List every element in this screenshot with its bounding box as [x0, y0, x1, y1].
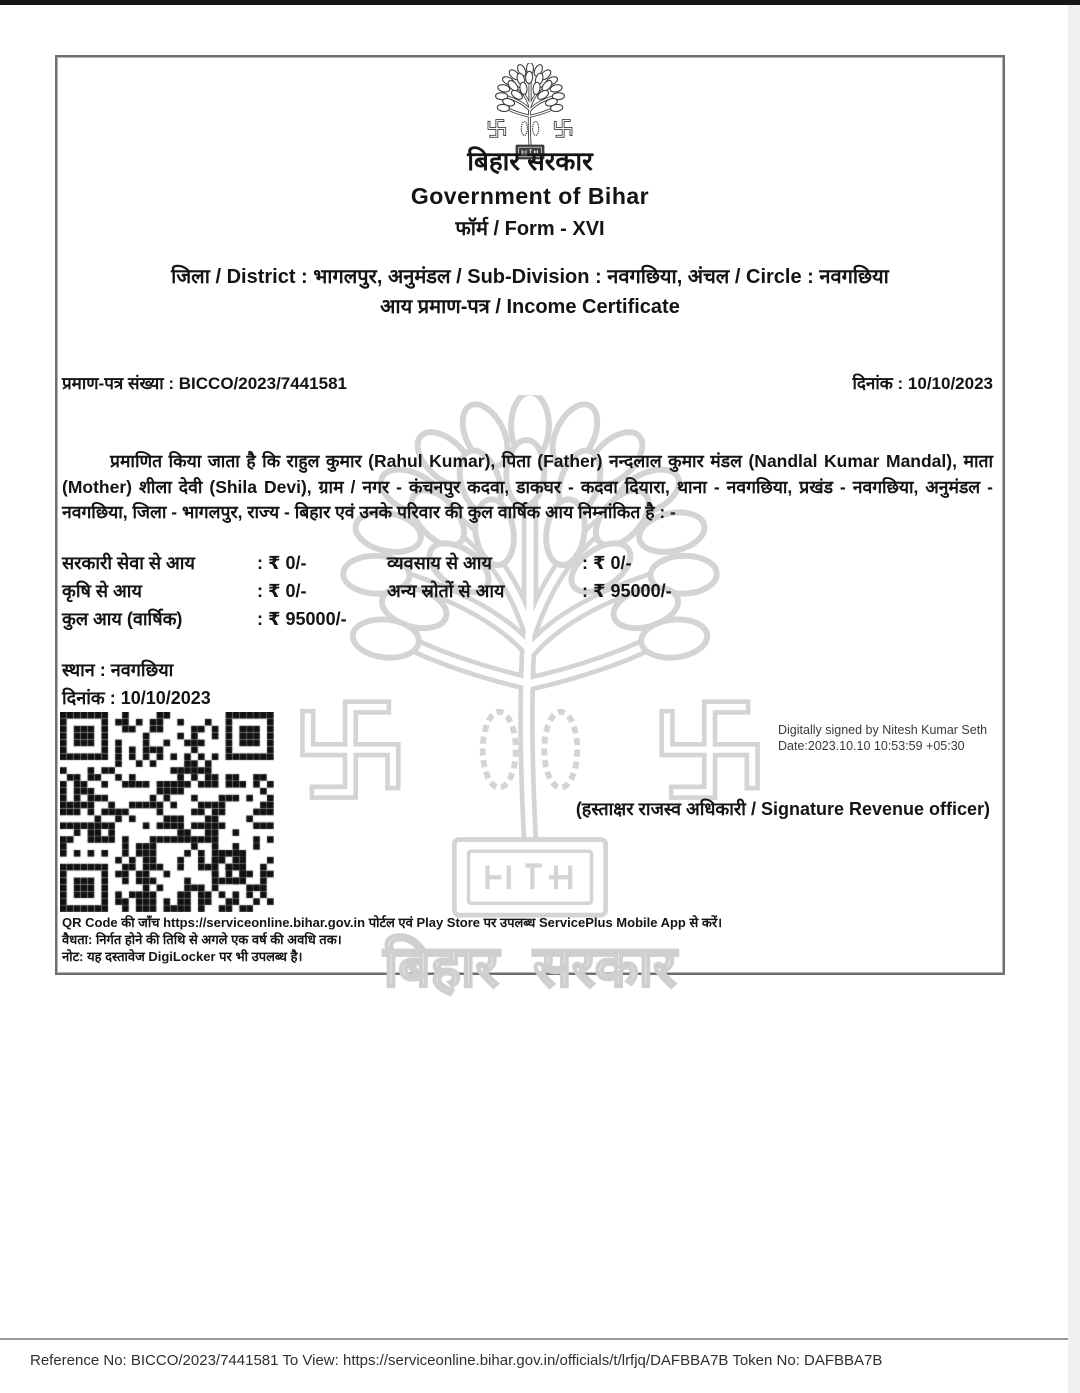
footer-divider [0, 1338, 1068, 1340]
income-value: : ₹ 0/- [257, 553, 307, 573]
income-row [62, 605, 993, 633]
state-name-hindi: बिहार सरकार [467, 146, 593, 176]
income-label: अन्य स्रोतों से आय [387, 581, 505, 601]
watermark-text: बिहार सरकार [383, 936, 677, 999]
form-number-line: फॉर्म / Form - XVI [455, 218, 605, 240]
income-label [387, 605, 582, 633]
income-value: : ₹ 95000/- [582, 581, 672, 601]
income-row [62, 549, 993, 577]
page-edge-strip [1068, 0, 1080, 1393]
income-label: व्यवसाय से आय [387, 553, 492, 573]
digital-signature-date: Date:2023.10.10 10:53:59 +05:30 [778, 739, 965, 753]
income-value [582, 605, 993, 633]
certificate-notes [62, 914, 993, 965]
footer-reference-line: Reference No: BICCO/2023/7441581 To View: https://serviceonline.bihar.gov.in/officials/t/lrfjq/DAFBBA7B Token No: DAFBBA7B [30, 1352, 883, 1369]
income-certificate-sheet [55, 55, 1005, 999]
district-subdivision-circle-line: जिला / District : भागलपुर, अनुमंडल / Sub-Division : नवगछिया, अंचल / Circle : नवगछिया [171, 266, 889, 288]
income-label: कृषि से आय [62, 581, 142, 601]
digital-signature-line: Digitally signed by Nitesh Kumar Seth [778, 723, 988, 737]
income-value: : ₹ 0/- [582, 553, 632, 573]
place-line: स्थान : नवगछिया [62, 660, 174, 680]
state-name-english: Government of Bihar [410, 183, 650, 209]
revenue-officer-signature-label: (हस्ताक्षर राजस्व अधिकारी / Signature Revenue officer) [575, 799, 990, 819]
note-qr-verification: QR Code की जाँच https://serviceonline.bihar.gov.in पोर्टल एवं Play Store पर उपलब्ध ServicePlus Mobile App से करें। [62, 915, 723, 930]
qr-code [60, 712, 274, 912]
income-table [62, 549, 993, 633]
note-digilocker: नोट: यह दस्तावेज DigiLocker पर भी उपलब्ध है। [62, 949, 303, 964]
digital-signature-block [778, 722, 987, 754]
certificate-body-paragraph: प्रमाणित किया जाता है कि राहुल कुमार (Rahul Kumar), पिता (Father) नन्दलाल कुमार मंडल (Nandlal Kumar Mandal), माता (Mother) शीला देवी (Shila Devi), ग्राम / नगर - कंचनपुर कदवा, डाकघर - कदवा दियारा, थाना - नवगछिया, प्रखंड - नवगछिया, अनुमंडल - नवगछिया, जिला - भागलपुर, राज्य - बिहार एवं उनके परिवार की कुल वार्षिक आय निम्नांकित है : - [62, 451, 993, 522]
page-top-bar [0, 0, 1080, 5]
income-value: : ₹ 0/- [257, 581, 307, 601]
note-validity: वैधता: निर्गत होने की तिथि से अगले एक वर्ष की अवधि तक। [62, 932, 342, 947]
date-line: दिनांक : 10/10/2023 [62, 688, 211, 708]
certificate-number: प्रमाण-पत्र संख्या : BICCO/2023/7441581 [62, 374, 347, 393]
certificate-title: आय प्रमाण-पत्र / Income Certificate [380, 296, 680, 318]
certificate-meta-row [62, 371, 993, 394]
income-label: कुल आय (वार्षिक) [62, 609, 183, 629]
income-row [62, 577, 993, 605]
income-value: : ₹ 95000/- [257, 609, 347, 629]
issue-date: दिनांक : 10/10/2023 [852, 374, 993, 393]
income-label: सरकारी सेवा से आय [62, 553, 195, 573]
